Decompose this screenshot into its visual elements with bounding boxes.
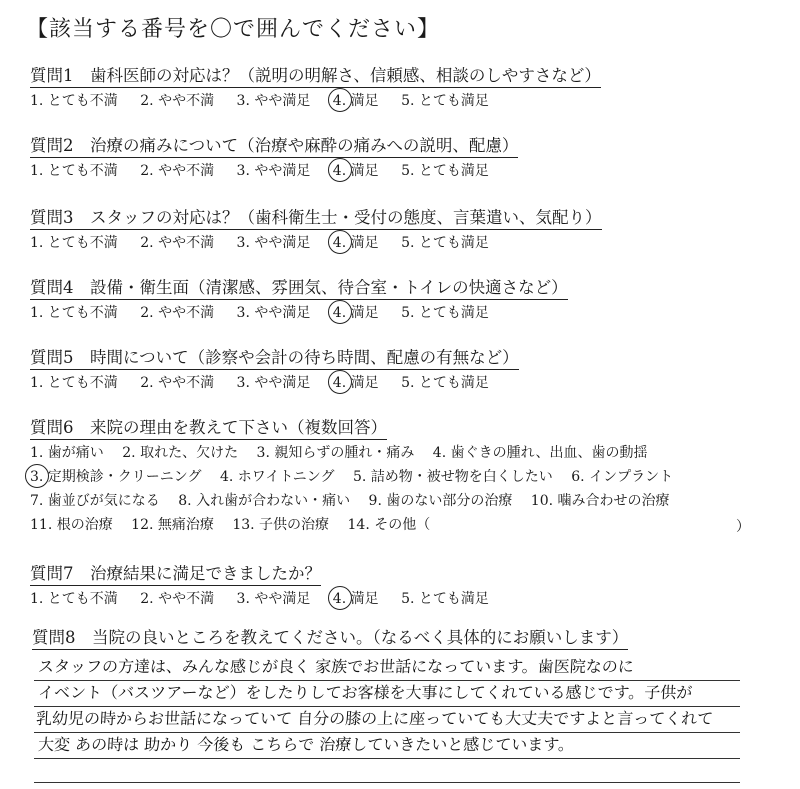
question-4-title: 質問4 設備・衛生面（清潔感、雰囲気、待合室・トイレの快適さなど）: [30, 278, 568, 300]
q6-option-10[interactable]: 10. 噛み合わせの治療: [530, 493, 670, 509]
q3-option-1[interactable]: 1. とても不満: [30, 235, 118, 251]
q3-option-3[interactable]: 3. やや満足: [236, 235, 311, 251]
q6-option-whitening[interactable]: 4. ホワイトニング: [219, 469, 335, 485]
q4-option-5[interactable]: 5. とても満足: [401, 305, 489, 321]
q2-option-2[interactable]: 2. やや不満: [140, 163, 215, 179]
selection-circle-icon: [25, 464, 49, 488]
handwritten-answer-line-2: イベント（バスツアーなど）をしたりしてお客様を大事にしてくれている感じです。子供が: [37, 683, 693, 702]
q6-option-8[interactable]: 8. 入れ歯が合わない・痛い: [178, 493, 351, 509]
question-5-title: 質問5 時間について（診察や会計の待ち時間、配慮の有無など）: [30, 348, 519, 370]
q7-option-4-selected[interactable]: 4. 満足: [333, 590, 379, 608]
q4-option-2[interactable]: 2. やや不満: [140, 305, 215, 321]
answer-line-2: [34, 706, 740, 707]
selection-circle-icon: [328, 300, 352, 324]
question-2-options: [30, 162, 507, 180]
q1-option-2[interactable]: 2. やや不満: [140, 93, 215, 109]
q2-option-5[interactable]: 5. とても満足: [401, 163, 489, 179]
question-7-options: [30, 590, 507, 608]
q7-option-3[interactable]: 3. やや満足: [236, 591, 311, 607]
question-3-title: 質問3 スタッフの対応は？（歯科衛生士・受付の態度、言葉遣い、気配り）: [30, 208, 602, 230]
q5-option-2[interactable]: 2. やや不満: [140, 375, 215, 391]
q6-option-3[interactable]: 3. 親知らずの腫れ・痛み: [256, 445, 415, 461]
selection-circle-icon: [328, 586, 352, 610]
question-8-title: 質問8 当院の良いところを教えてください。（なるべく具体的にお願いします）: [32, 628, 628, 650]
q6-option-13[interactable]: 13. 子供の治療: [232, 517, 330, 533]
answer-line-5: [34, 782, 740, 783]
handwritten-answer-line-4: 大変 あの時は 助かり 今後も こちらで 治療していきたいと感じています。: [37, 735, 575, 754]
q7-option-2[interactable]: 2. やや不満: [140, 591, 215, 607]
q5-option-5[interactable]: 5. とても満足: [401, 375, 489, 391]
q4-option-1[interactable]: 1. とても不満: [30, 305, 118, 321]
answer-line-3: [34, 732, 740, 733]
selection-circle-icon: [328, 370, 352, 394]
instruction-header: 【該当する番号を〇で囲んでください】: [26, 17, 441, 42]
handwritten-answer-line-3: 乳幼児の時からお世話になっていて 自分の膝の上に座っていても大丈夫ですよと言ってくれて: [35, 709, 714, 728]
q2-option-3[interactable]: 3. やや満足: [236, 163, 311, 179]
q6-option-14-other[interactable]: 14. その他（: [347, 517, 431, 533]
question-1-options: [30, 92, 507, 110]
q6-option-2[interactable]: 2. 取れた、欠けた: [122, 445, 239, 461]
question-5-options: [30, 374, 507, 392]
q3-option-4-selected[interactable]: 4. 満足: [333, 234, 379, 252]
question-1-title: 質問1 歯科医師の対応は？（説明の明解さ、信頼感、相談のしやすさなど）: [30, 66, 601, 88]
q4-option-4-selected[interactable]: 4. 満足: [333, 304, 379, 322]
q6-option-9[interactable]: 9. 歯のない部分の治療: [368, 493, 513, 509]
q6-option-1[interactable]: 1. 歯が痛い: [30, 445, 104, 461]
q5-option-3[interactable]: 3. やや満足: [236, 375, 311, 391]
q6-row-3: [30, 492, 684, 510]
q6-row-4: [30, 516, 444, 534]
q1-option-5[interactable]: 5. とても満足: [401, 93, 489, 109]
q5-option-1[interactable]: 1. とても不満: [30, 375, 118, 391]
answer-line-1: [34, 680, 740, 681]
q6-option-checkup-selected[interactable]: 3. 定期検診・クリーニング: [30, 468, 202, 486]
q5-option-4-selected[interactable]: 4. 満足: [333, 374, 379, 392]
selection-circle-icon: [328, 88, 352, 112]
q6-option-11[interactable]: 11. 根の治療: [30, 517, 113, 533]
question-6-title: 質問6 来院の理由を教えて下さい（複数回答）: [30, 418, 387, 440]
q3-option-5[interactable]: 5. とても満足: [401, 235, 489, 251]
q7-option-1[interactable]: 1. とても不満: [30, 591, 118, 607]
q6-option-4[interactable]: 4. 歯ぐきの腫れ、出血、歯の動揺: [432, 445, 648, 461]
q2-option-1[interactable]: 1. とても不満: [30, 163, 118, 179]
question-7-title: 質問7 治療結果に満足できましたか？: [30, 564, 321, 586]
q2-option-4-selected[interactable]: 4. 満足: [333, 162, 379, 180]
q6-option-12[interactable]: 12. 無痛治療: [131, 517, 214, 533]
q6-row-2: [30, 468, 687, 486]
q1-option-4-selected[interactable]: 4. 満足: [333, 92, 379, 110]
question-2-title: 質問2 治療の痛みについて（治療や麻酔の痛みへの説明、配慮）: [30, 136, 518, 158]
handwritten-answer-line-1: スタッフの方達は、みんな感じが良く 家族でお世話になっています。歯医院なのに: [37, 657, 635, 676]
question-4-options: [30, 304, 507, 322]
q6-option-5[interactable]: 5. 詰め物・被せ物を白くしたい: [353, 469, 553, 485]
q1-option-3[interactable]: 3. やや満足: [236, 93, 311, 109]
q6-option-7[interactable]: 7. 歯並びが気になる: [30, 493, 160, 509]
q6-row-1: [30, 444, 661, 462]
selection-circle-icon: [328, 230, 352, 254]
other-close-paren: ）: [736, 519, 750, 535]
q3-option-2[interactable]: 2. やや不満: [140, 235, 215, 251]
question-3-options: [30, 234, 507, 252]
q7-option-5[interactable]: 5. とても満足: [401, 591, 489, 607]
q1-option-1[interactable]: 1. とても不満: [30, 93, 118, 109]
q4-option-3[interactable]: 3. やや満足: [236, 305, 311, 321]
q6-option-6[interactable]: 6. インプラント: [571, 469, 674, 485]
selection-circle-icon: [328, 158, 352, 182]
answer-line-4: [34, 758, 740, 759]
